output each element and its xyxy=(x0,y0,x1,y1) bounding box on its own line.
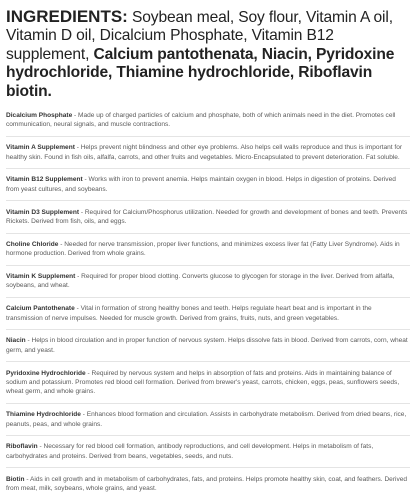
ingredient-description: - Helps in blood circulation and in proper function of nervous system. Helps dissolve fats in blood. Derived from carrots, corn, wheat germ, and yeast. xyxy=(6,337,408,354)
ingredient-name: Vitamin D3 Supplement xyxy=(6,208,80,216)
ingredient-description: - Made up of charged particles of calcium and phosphate, both of which animals need in the diet. Promotes cell communication, neural signals, and muscle contractions. xyxy=(6,112,396,129)
ingredient-entry xyxy=(6,175,410,201)
ingredient-entry xyxy=(6,369,410,404)
ingredient-name: Calcium Pantothenate xyxy=(6,305,75,313)
ingredient-name: Vitamin A Supplement xyxy=(6,144,75,152)
ingredient-description: - Necessary for red blood cell formation, antibody reproductions, and cell development. Helps in metabolism of fats, carbohydrates and proteins. Derived from beans, vegetables, seeds, and nuts. xyxy=(6,443,374,460)
ingredient-entry xyxy=(6,442,410,468)
ingredient-description: - Required for Calcium/Phosphorus utilization. Needed for growth and development of bones and teeth. Prevents Rickets. Derived from fish, oils, and eggs. xyxy=(6,208,408,225)
ingredient-name: Riboflavin xyxy=(6,443,38,451)
ingredient-entry xyxy=(6,304,410,330)
ingredient-entry xyxy=(6,272,410,298)
ingredient-entry xyxy=(6,410,410,436)
ingredient-description: - Aids in cell growth and in metabolism of carbohydrates, fats, and proteins. Helps promote healthy skin, coat, and feathers. Derived from meat, milk, soybeans, whole grains, and yeast. xyxy=(6,475,408,492)
ingredient-description: - Needed for nerve transmission, proper liver functions, and minimizes excess liver fat (Fatty Liver Syndrome). Aids in hormone production. Derived from whole grains. xyxy=(6,240,400,258)
ingredient-description: - Works with iron to prevent anemia. Helps maintain oxygen in blood. Helps in digestion of proteins. Derived from yeast cultures, and soybeans. xyxy=(6,176,396,193)
ingredients-intro xyxy=(6,8,410,101)
ingredient-entry xyxy=(6,111,410,137)
ingredient-entry xyxy=(6,336,410,362)
ingredient-description: - Helps prevent night blindness and other eye problems. Also helps cell walls reproduce and thus is important for healthy skin. Found in fish oils, alfalfa, carrots, and other fruits and vegetables. Micro-Encapsulated to prevent deterioration. Fat soluble. xyxy=(6,144,403,161)
ingredient-entry xyxy=(6,143,410,169)
ingredient-name: Vitamin K Supplement xyxy=(6,272,76,280)
ingredient-name: Vitamin B12 Supplement xyxy=(6,176,83,184)
ingredient-description: - Required for proper blood clotting. Converts glucose to glycogen for storage in the liver. Derived from alfalfa, soybeans, and wheat. xyxy=(6,272,395,290)
ingredient-name: Pyridoxine Hydrochloride xyxy=(6,369,86,377)
ingredient-entry xyxy=(6,208,410,234)
ingredient-name: Dicalcium Phosphate xyxy=(6,112,73,120)
ingredients-list: Soybean meal, Soy flour, Vitamin A oil, Vitamin D oil, Dicalcium Phosphate, Vitamin B12 supplement, xyxy=(6,9,393,63)
ingredient-description: - Vital in formation of strong healthy bones and teeth. Helps regulate heart beat and is important in the transmission of nerve impulses. Needed for muscle growth. Derived from grains, fruits, nuts, and green vegetables. xyxy=(6,305,372,322)
ingredients-heading: INGREDIENTS: xyxy=(6,7,128,26)
ingredients-list-continued: Calcium pantothenata, Niacin, Pyridoxine hydrochloride, Thiamine hydrochloride, Riboflavin biotin. xyxy=(6,45,395,100)
ingredient-name: Choline Chloride xyxy=(6,240,59,248)
ingredient-description: - Required by nervous system and helps in absorption of fats and proteins. Aids in maintaining balance of sodium and potassium. Promotes red blood cell formation. Derived from brewer's yeast, carrots, chicken, eggs, peas, sunflowers seeds, wheat germ, and whole grains. xyxy=(6,369,400,396)
ingredient-descriptions xyxy=(6,111,410,499)
ingredient-name: Biotin xyxy=(6,475,25,483)
ingredient-entry xyxy=(6,475,410,500)
ingredient-name: Thiamine Hydrochloride xyxy=(6,411,81,419)
ingredient-name: Niacin xyxy=(6,337,26,345)
ingredient-description: - Enhances blood formation and circulation. Assists in carbohydrate metabolism. Derived from dried beans, rice, peanuts, peas, and whole grains. xyxy=(6,411,407,428)
ingredient-entry xyxy=(6,240,410,266)
